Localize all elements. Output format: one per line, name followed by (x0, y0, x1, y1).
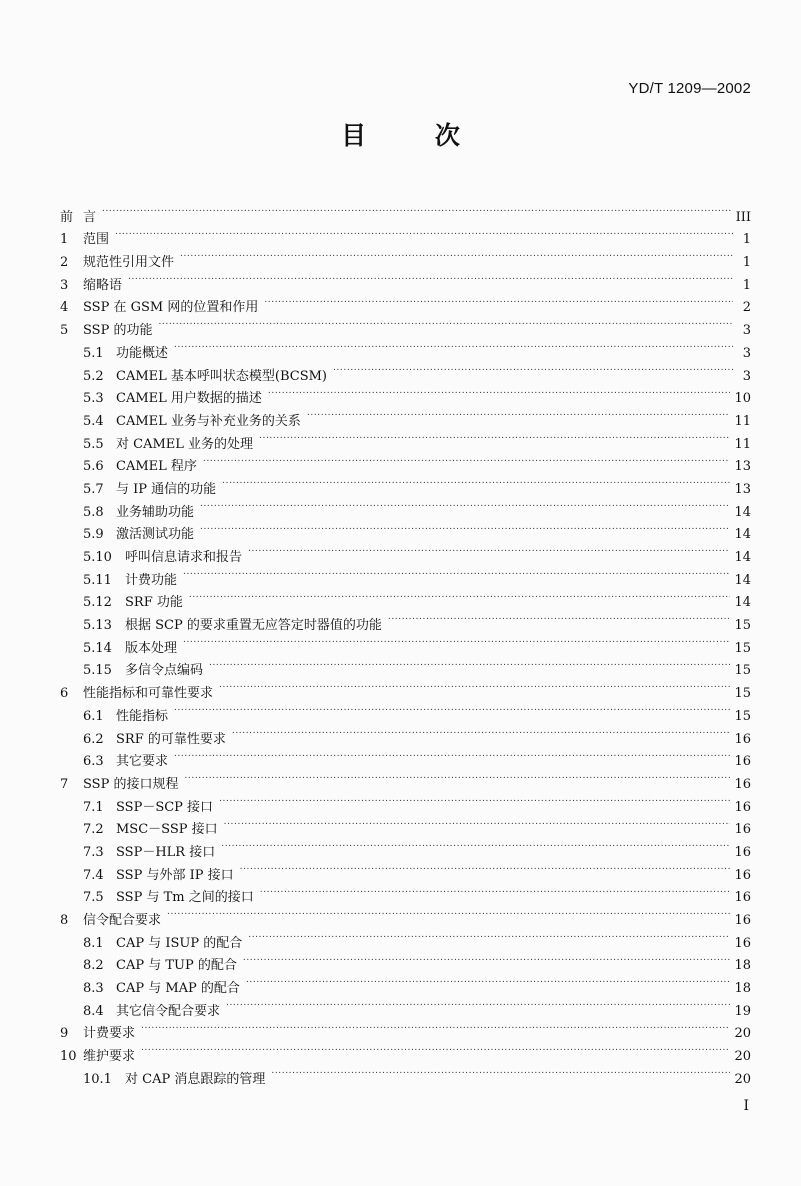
toc-entry-number: 5.2 (83, 368, 104, 384)
toc-entry[interactable] (60, 947, 751, 974)
toc-entry-label: SSP 与外部 IP 接口 (116, 867, 234, 883)
toc-entry[interactable] (60, 765, 751, 792)
toc-entry-label: SRF 的可靠性要求 (116, 731, 226, 747)
dot-leader (264, 289, 733, 312)
toc-entry-label: 功能概述 (116, 345, 169, 361)
dot-leader (219, 788, 730, 811)
toc-entry-number: 5.8 (83, 504, 104, 520)
dot-leader (333, 357, 733, 380)
toc-entry-page: 16 (734, 776, 751, 792)
toc-entry-number: 7.1 (83, 799, 104, 815)
toc-entry-number: 8 (60, 913, 69, 928)
toc-entry[interactable] (60, 221, 751, 248)
toc-entry-number: 5.3 (83, 391, 104, 407)
page-number: I (743, 1098, 749, 1114)
toc-entry-number: 10 (60, 1049, 77, 1065)
toc-entry-page: 16 (734, 867, 751, 883)
toc-entry-number: 8.1 (83, 935, 104, 951)
toc-entry-page: 20 (734, 1026, 751, 1042)
toc-entry[interactable] (60, 538, 751, 565)
dot-leader (226, 992, 730, 1015)
toc-entry[interactable] (60, 198, 751, 225)
toc-entry-page: 11 (734, 413, 751, 429)
toc-entry-page: 16 (734, 731, 751, 747)
toc-entry-number: 10.1 (83, 1071, 112, 1087)
toc-entry[interactable] (60, 584, 751, 611)
toc-entry[interactable] (60, 720, 751, 747)
dot-leader (183, 629, 730, 652)
dot-leader (222, 470, 730, 493)
dot-leader (388, 606, 731, 629)
toc-entry-number: 5.15 (83, 663, 112, 679)
toc-entry[interactable] (60, 425, 751, 452)
toc-entry-number: 5.9 (83, 527, 104, 543)
toc-entry-label: 根据 SCP 的要求重置无应答定时器值的功能 (125, 618, 382, 634)
toc-entry-page: 15 (734, 686, 751, 702)
toc-entry[interactable] (60, 743, 751, 770)
toc-entry[interactable] (60, 380, 751, 407)
toc-entry-label: 版本处理 (125, 640, 178, 656)
toc-entry-label: SSP 在 GSM 网的位置和作用 (83, 300, 259, 316)
toc-entry-page: 15 (734, 708, 751, 724)
toc-entry-page: 3 (742, 323, 751, 339)
toc-entry-number: 7.3 (83, 844, 104, 860)
toc-entry-number: 5.12 (83, 595, 112, 611)
toc-entry-number: 5.4 (83, 413, 104, 429)
toc-entry-number: 8.3 (83, 981, 104, 997)
toc-entry-label: 性能指标 (116, 708, 169, 724)
toc-entry[interactable] (60, 1015, 751, 1042)
toc-entry-label: CAMEL 用户数据的描述 (116, 391, 262, 407)
toc-entry-label: CAP 与 MAP 的配合 (116, 981, 240, 997)
toc-entry[interactable] (60, 266, 751, 293)
toc-entry[interactable] (60, 856, 751, 883)
dot-leader (141, 1037, 730, 1060)
dot-leader (189, 584, 731, 607)
toc-entry[interactable] (60, 629, 751, 656)
toc-entry-page: 10 (734, 391, 751, 407)
toc-entry-label: 缩略语 (83, 277, 123, 293)
dot-leader (174, 334, 733, 357)
toc-entry[interactable] (60, 561, 751, 588)
toc-entry-page: 1 (742, 255, 751, 271)
dot-leader (260, 879, 731, 902)
toc-entry-number: 8.2 (83, 958, 104, 974)
toc-entry[interactable] (60, 788, 751, 815)
toc-entry-page: 16 (734, 935, 751, 951)
toc-entry-label: 其它信令配合要求 (116, 1003, 221, 1019)
toc-entry-label: MSC－SSP 接口 (116, 822, 218, 838)
toc-entry-number: 4 (60, 300, 69, 316)
toc-entry-number: 6.3 (83, 754, 104, 770)
dot-leader (240, 856, 731, 879)
toc-entry[interactable] (60, 357, 751, 384)
dot-leader (246, 969, 731, 992)
toc-entry-label: 计费要求 (83, 1026, 136, 1042)
toc-entry-page: 3 (742, 345, 751, 361)
dot-leader (174, 697, 730, 720)
toc-entry-page: 1 (742, 277, 751, 293)
toc-entry[interactable] (60, 493, 751, 520)
toc-entry-label: 计费功能 (125, 572, 178, 588)
toc-entry-page: 16 (734, 822, 751, 838)
toc-entry-number: 7 (60, 776, 69, 792)
toc-entry-page: 14 (734, 550, 751, 565)
toc-entry-number: 5.10 (83, 550, 112, 565)
toc-entry-label: CAMEL 程序 (116, 459, 197, 475)
toc-entry[interactable] (60, 833, 751, 860)
toc-entry-label: 对 CAMEL 业务的处理 (116, 436, 254, 452)
dot-leader (102, 198, 732, 221)
dot-leader (141, 1015, 730, 1038)
toc-entry[interactable] (60, 924, 751, 951)
toc-entry-page: III (735, 209, 751, 225)
dot-leader (167, 901, 730, 924)
toc-entry[interactable] (60, 969, 751, 997)
toc-entry-page: 20 (734, 1071, 751, 1087)
toc-entry-number: 1 (60, 232, 69, 248)
toc-entry-number: 2 (60, 255, 69, 271)
toc-entry[interactable] (60, 516, 751, 543)
toc-entry[interactable] (60, 1037, 751, 1065)
toc-entry-page: 19 (734, 1003, 751, 1019)
toc-entry-number: 8.4 (83, 1003, 104, 1019)
toc-entry[interactable] (60, 334, 751, 361)
toc-entry[interactable] (60, 311, 751, 339)
toc-entry-page: 16 (734, 754, 751, 770)
dot-leader (248, 924, 730, 947)
toc-entry-number: 5.6 (83, 459, 104, 475)
toc-entry-label: 呼叫信息请求和报告 (125, 550, 243, 565)
toc-entry[interactable] (60, 402, 751, 429)
toc-entry-label: SRF 功能 (125, 595, 183, 611)
toc-entry-label: SSP 的功能 (83, 323, 153, 339)
toc-entry-page: 13 (734, 459, 751, 475)
dot-leader (221, 833, 730, 856)
dot-leader (243, 947, 731, 970)
toc-entry-label: CAP 与 ISUP 的配合 (116, 935, 243, 951)
toc-entry[interactable] (60, 243, 751, 271)
toc-entry-page: 16 (734, 844, 751, 860)
toc-entry-label: 与 IP 通信的功能 (116, 481, 217, 497)
table-of-contents (60, 198, 751, 1087)
toc-entry-label: SSP－HLR 接口 (116, 844, 216, 860)
toc-entry-number: 6.2 (83, 731, 104, 747)
toc-entry-label: CAP 与 TUP 的配合 (116, 958, 237, 974)
toc-entry-number: 5.13 (83, 618, 112, 634)
toc-entry-number: 9 (60, 1026, 69, 1042)
dot-leader (200, 516, 730, 539)
toc-entry-label: 范围 (83, 232, 110, 248)
toc-entry[interactable] (60, 992, 751, 1019)
toc-entry-page: 14 (734, 572, 751, 588)
toc-entry-label: 言 (83, 209, 97, 225)
dot-leader (209, 652, 730, 675)
toc-entry[interactable] (60, 901, 751, 928)
toc-entry-page: 13 (734, 481, 751, 497)
toc-entry-label: 其它要求 (116, 754, 169, 770)
toc-entry-page: 16 (734, 913, 751, 928)
toc-entry[interactable] (60, 289, 751, 316)
toc-entry[interactable] (60, 879, 751, 906)
dot-leader (259, 425, 730, 448)
toc-entry-number: 7.2 (83, 822, 104, 838)
dot-leader (203, 448, 731, 471)
toc-entry-page: 14 (734, 527, 751, 543)
dot-leader (219, 674, 730, 697)
toc-entry-number: 6 (60, 686, 69, 702)
toc-entry-label: 规范性引用文件 (83, 255, 175, 271)
toc-entry[interactable] (60, 674, 751, 702)
toc-entry-page: 16 (734, 799, 751, 815)
toc-entry-number: 5.7 (83, 481, 104, 497)
toc-entry-number: 6.1 (83, 708, 104, 724)
dot-leader (268, 380, 731, 403)
toc-entry[interactable] (60, 811, 751, 838)
dot-leader (224, 811, 731, 834)
dot-leader (180, 243, 733, 266)
dot-leader (307, 402, 731, 425)
toc-entry-page: 11 (734, 436, 751, 452)
toc-entry-label: CAMEL 业务与补充业务的关系 (116, 413, 301, 429)
dot-leader (248, 538, 730, 561)
toc-entry-page: 15 (734, 640, 751, 656)
toc-entry-number: 5.5 (83, 436, 104, 452)
toc-entry-page: 15 (734, 663, 751, 679)
toc-entry[interactable] (60, 606, 751, 634)
toc-entry-number: 7.5 (83, 890, 104, 906)
dot-leader (184, 765, 730, 788)
toc-entry-page: 14 (734, 595, 751, 611)
toc-entry[interactable] (60, 697, 751, 724)
toc-entry-number: 5.1 (83, 345, 104, 361)
toc-entry-page: 18 (734, 958, 751, 974)
toc-entry[interactable] (60, 470, 751, 497)
toc-entry-label: SSP 的接口规程 (83, 776, 179, 792)
toc-entry-number: 3 (60, 277, 69, 293)
toc-entry[interactable] (60, 448, 751, 475)
toc-entry-number: 5.11 (83, 572, 112, 588)
dot-leader (200, 493, 730, 516)
toc-entry-label: CAMEL 基本呼叫状态模型(BCSM) (116, 368, 328, 384)
toc-entry-page: 15 (734, 618, 751, 634)
dot-leader (183, 561, 730, 584)
toc-entry-label: 性能指标和可靠性要求 (83, 686, 214, 702)
toc-entry-label: 信令配合要求 (83, 913, 162, 928)
toc-entry-page: 2 (742, 300, 751, 316)
toc-entry-page: 1 (742, 232, 751, 248)
toc-entry-label: 多信令点编码 (125, 663, 204, 679)
dot-leader (128, 266, 733, 289)
page-title: 目 次 (341, 121, 460, 150)
toc-entry-label: SSP－SCP 接口 (116, 799, 214, 815)
dot-leader (174, 743, 730, 766)
dot-leader (232, 720, 731, 743)
toc-entry-number: 5 (60, 323, 69, 339)
toc-entry-label: 业务辅助功能 (116, 504, 195, 520)
toc-entry-page: 3 (742, 368, 751, 384)
toc-entry[interactable] (60, 1060, 751, 1087)
toc-entry-page: 16 (734, 890, 751, 906)
toc-entry-page: 14 (734, 504, 751, 520)
dot-leader (115, 221, 733, 244)
toc-entry-label: 激活测试功能 (116, 527, 195, 543)
dot-leader (271, 1060, 730, 1083)
toc-entry-page: 20 (734, 1049, 751, 1065)
toc-entry-number: 7.4 (83, 867, 104, 883)
document-id: YD/T 1209—2002 (628, 80, 751, 97)
dot-leader (158, 311, 733, 334)
toc-entry-page: 18 (734, 981, 751, 997)
toc-entry-label: SSP 与 Tm 之间的接口 (116, 890, 254, 906)
toc-entry[interactable] (60, 652, 751, 679)
toc-entry-number: 前 (60, 209, 74, 225)
toc-entry-label: 维护要求 (83, 1049, 136, 1065)
toc-entry-label: 对 CAP 消息跟踪的管理 (125, 1071, 266, 1087)
toc-entry-number: 5.14 (83, 640, 112, 656)
